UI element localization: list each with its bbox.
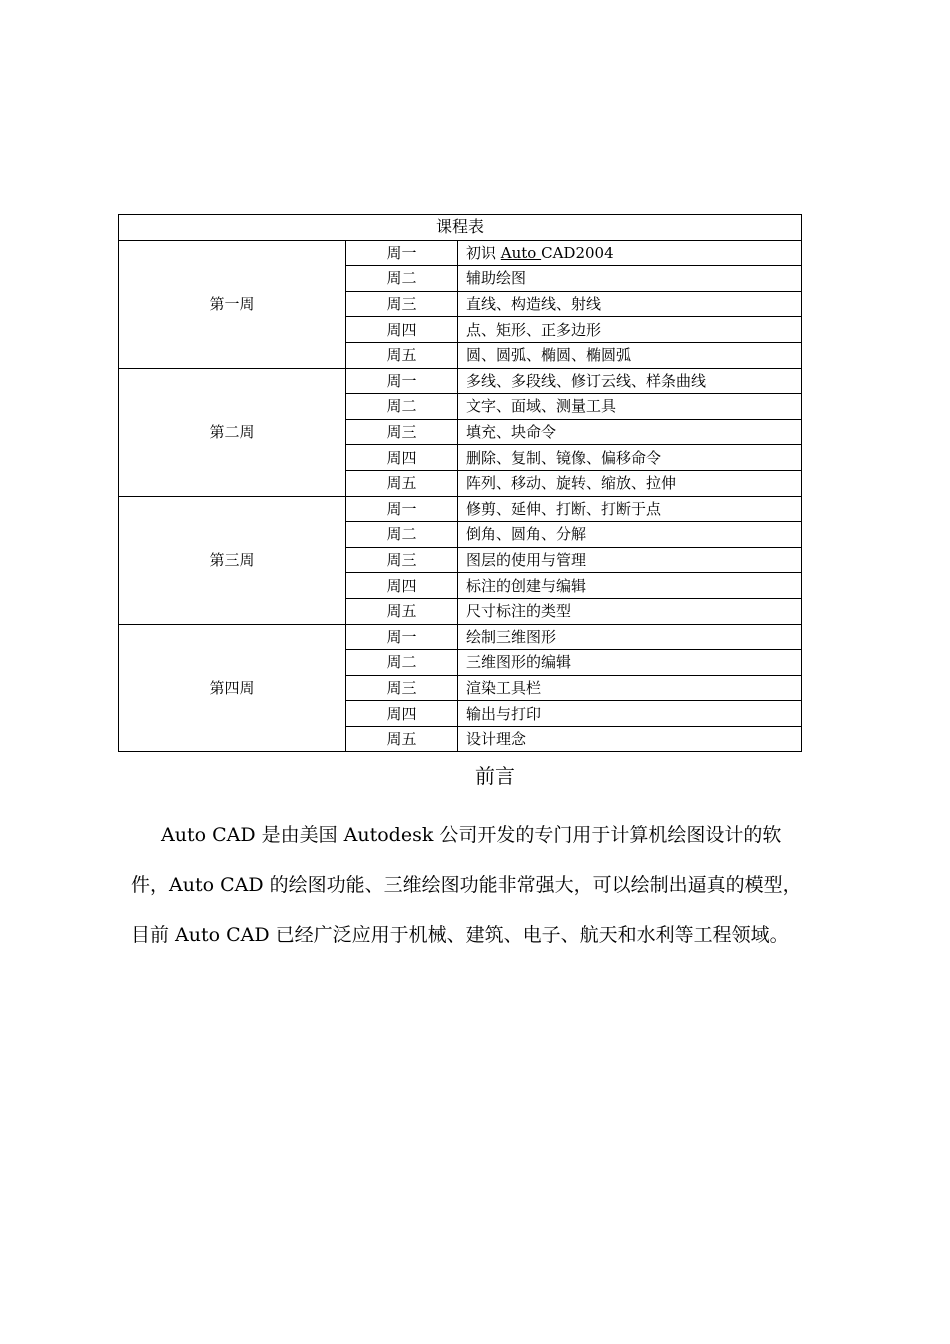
topic-cell: 填充、块命令 bbox=[458, 419, 802, 445]
course-schedule-table bbox=[118, 214, 802, 752]
day-cell: 周四 bbox=[346, 445, 458, 471]
day-cell: 周二 bbox=[346, 522, 458, 548]
table-caption-row bbox=[119, 215, 802, 241]
day-cell: 周三 bbox=[346, 547, 458, 573]
preface-line: 件，Auto CAD 的绘图功能、三维绘图功能非常强大，可以绘制出逼真的模型， bbox=[131, 874, 802, 896]
day-cell: 周三 bbox=[346, 291, 458, 317]
topic-cell: 绘制三维图形 bbox=[458, 624, 802, 650]
topic-suffix: CAD2004 bbox=[541, 243, 614, 262]
topic-cell: 圆、圆弧、椭圆、椭圆弧 bbox=[458, 342, 802, 368]
week-label: 第二周 bbox=[119, 368, 346, 496]
day-cell: 周一 bbox=[346, 368, 458, 394]
preface-line: 目前 Auto CAD 已经广泛应用于机械、建筑、电子、航天和水利等工程领域。 bbox=[131, 924, 789, 946]
topic-prefix: 初识 bbox=[466, 243, 501, 262]
topic-cell: 直线、构造线、射线 bbox=[458, 291, 802, 317]
topic-cell: 三维图形的编辑 bbox=[458, 650, 802, 676]
topic-cell: 输出与打印 bbox=[458, 701, 802, 727]
table-row bbox=[119, 624, 802, 650]
topic-cell: 点、矩形、正多边形 bbox=[458, 317, 802, 343]
day-cell: 周三 bbox=[346, 419, 458, 445]
topic-cell: 文字、面域、测量工具 bbox=[458, 394, 802, 420]
day-cell: 周五 bbox=[346, 598, 458, 624]
preface-line: Auto CAD 是由美国 Autodesk 公司开发的专门用于计算机绘图设计的软 bbox=[161, 824, 782, 846]
day-cell: 周四 bbox=[346, 573, 458, 599]
topic-cell: 尺寸标注的类型 bbox=[458, 598, 802, 624]
table-row bbox=[119, 496, 802, 522]
day-cell: 周三 bbox=[346, 675, 458, 701]
topic-cell: 标注的创建与编辑 bbox=[458, 573, 802, 599]
day-cell: 周二 bbox=[346, 650, 458, 676]
topic-cell: 删除、复制、镜像、偏移命令 bbox=[458, 445, 802, 471]
topic-cell: 修剪、延伸、打断、打断于点 bbox=[458, 496, 802, 522]
day-cell: 周一 bbox=[346, 624, 458, 650]
topic-cell: 多线、多段线、修订云线、样条曲线 bbox=[458, 368, 802, 394]
week-label: 第一周 bbox=[119, 240, 346, 368]
topic-cell: 倒角、圆角、分解 bbox=[458, 522, 802, 548]
topic-underlined-text: Auto bbox=[500, 243, 542, 262]
table-caption: 课程表 bbox=[119, 215, 802, 241]
week-label: 第三周 bbox=[119, 496, 346, 624]
topic-cell: 设计理念 bbox=[458, 726, 802, 752]
topic-cell bbox=[458, 240, 802, 266]
day-cell: 周五 bbox=[346, 342, 458, 368]
day-cell: 周四 bbox=[346, 701, 458, 727]
preface-heading: 前言 bbox=[475, 764, 515, 788]
day-cell: 周二 bbox=[346, 266, 458, 292]
table-row bbox=[119, 368, 802, 394]
day-cell: 周五 bbox=[346, 726, 458, 752]
topic-cell: 辅助绘图 bbox=[458, 266, 802, 292]
day-cell: 周五 bbox=[346, 470, 458, 496]
day-cell: 周一 bbox=[346, 496, 458, 522]
day-cell: 周一 bbox=[346, 240, 458, 266]
preface-paragraph bbox=[131, 810, 866, 960]
topic-cell: 图层的使用与管理 bbox=[458, 547, 802, 573]
day-cell: 周四 bbox=[346, 317, 458, 343]
topic-cell: 渲染工具栏 bbox=[458, 675, 802, 701]
week-label: 第四周 bbox=[119, 624, 346, 752]
table-row bbox=[119, 240, 802, 266]
topic-cell: 阵列、移动、旋转、缩放、拉伸 bbox=[458, 470, 802, 496]
day-cell: 周二 bbox=[346, 394, 458, 420]
